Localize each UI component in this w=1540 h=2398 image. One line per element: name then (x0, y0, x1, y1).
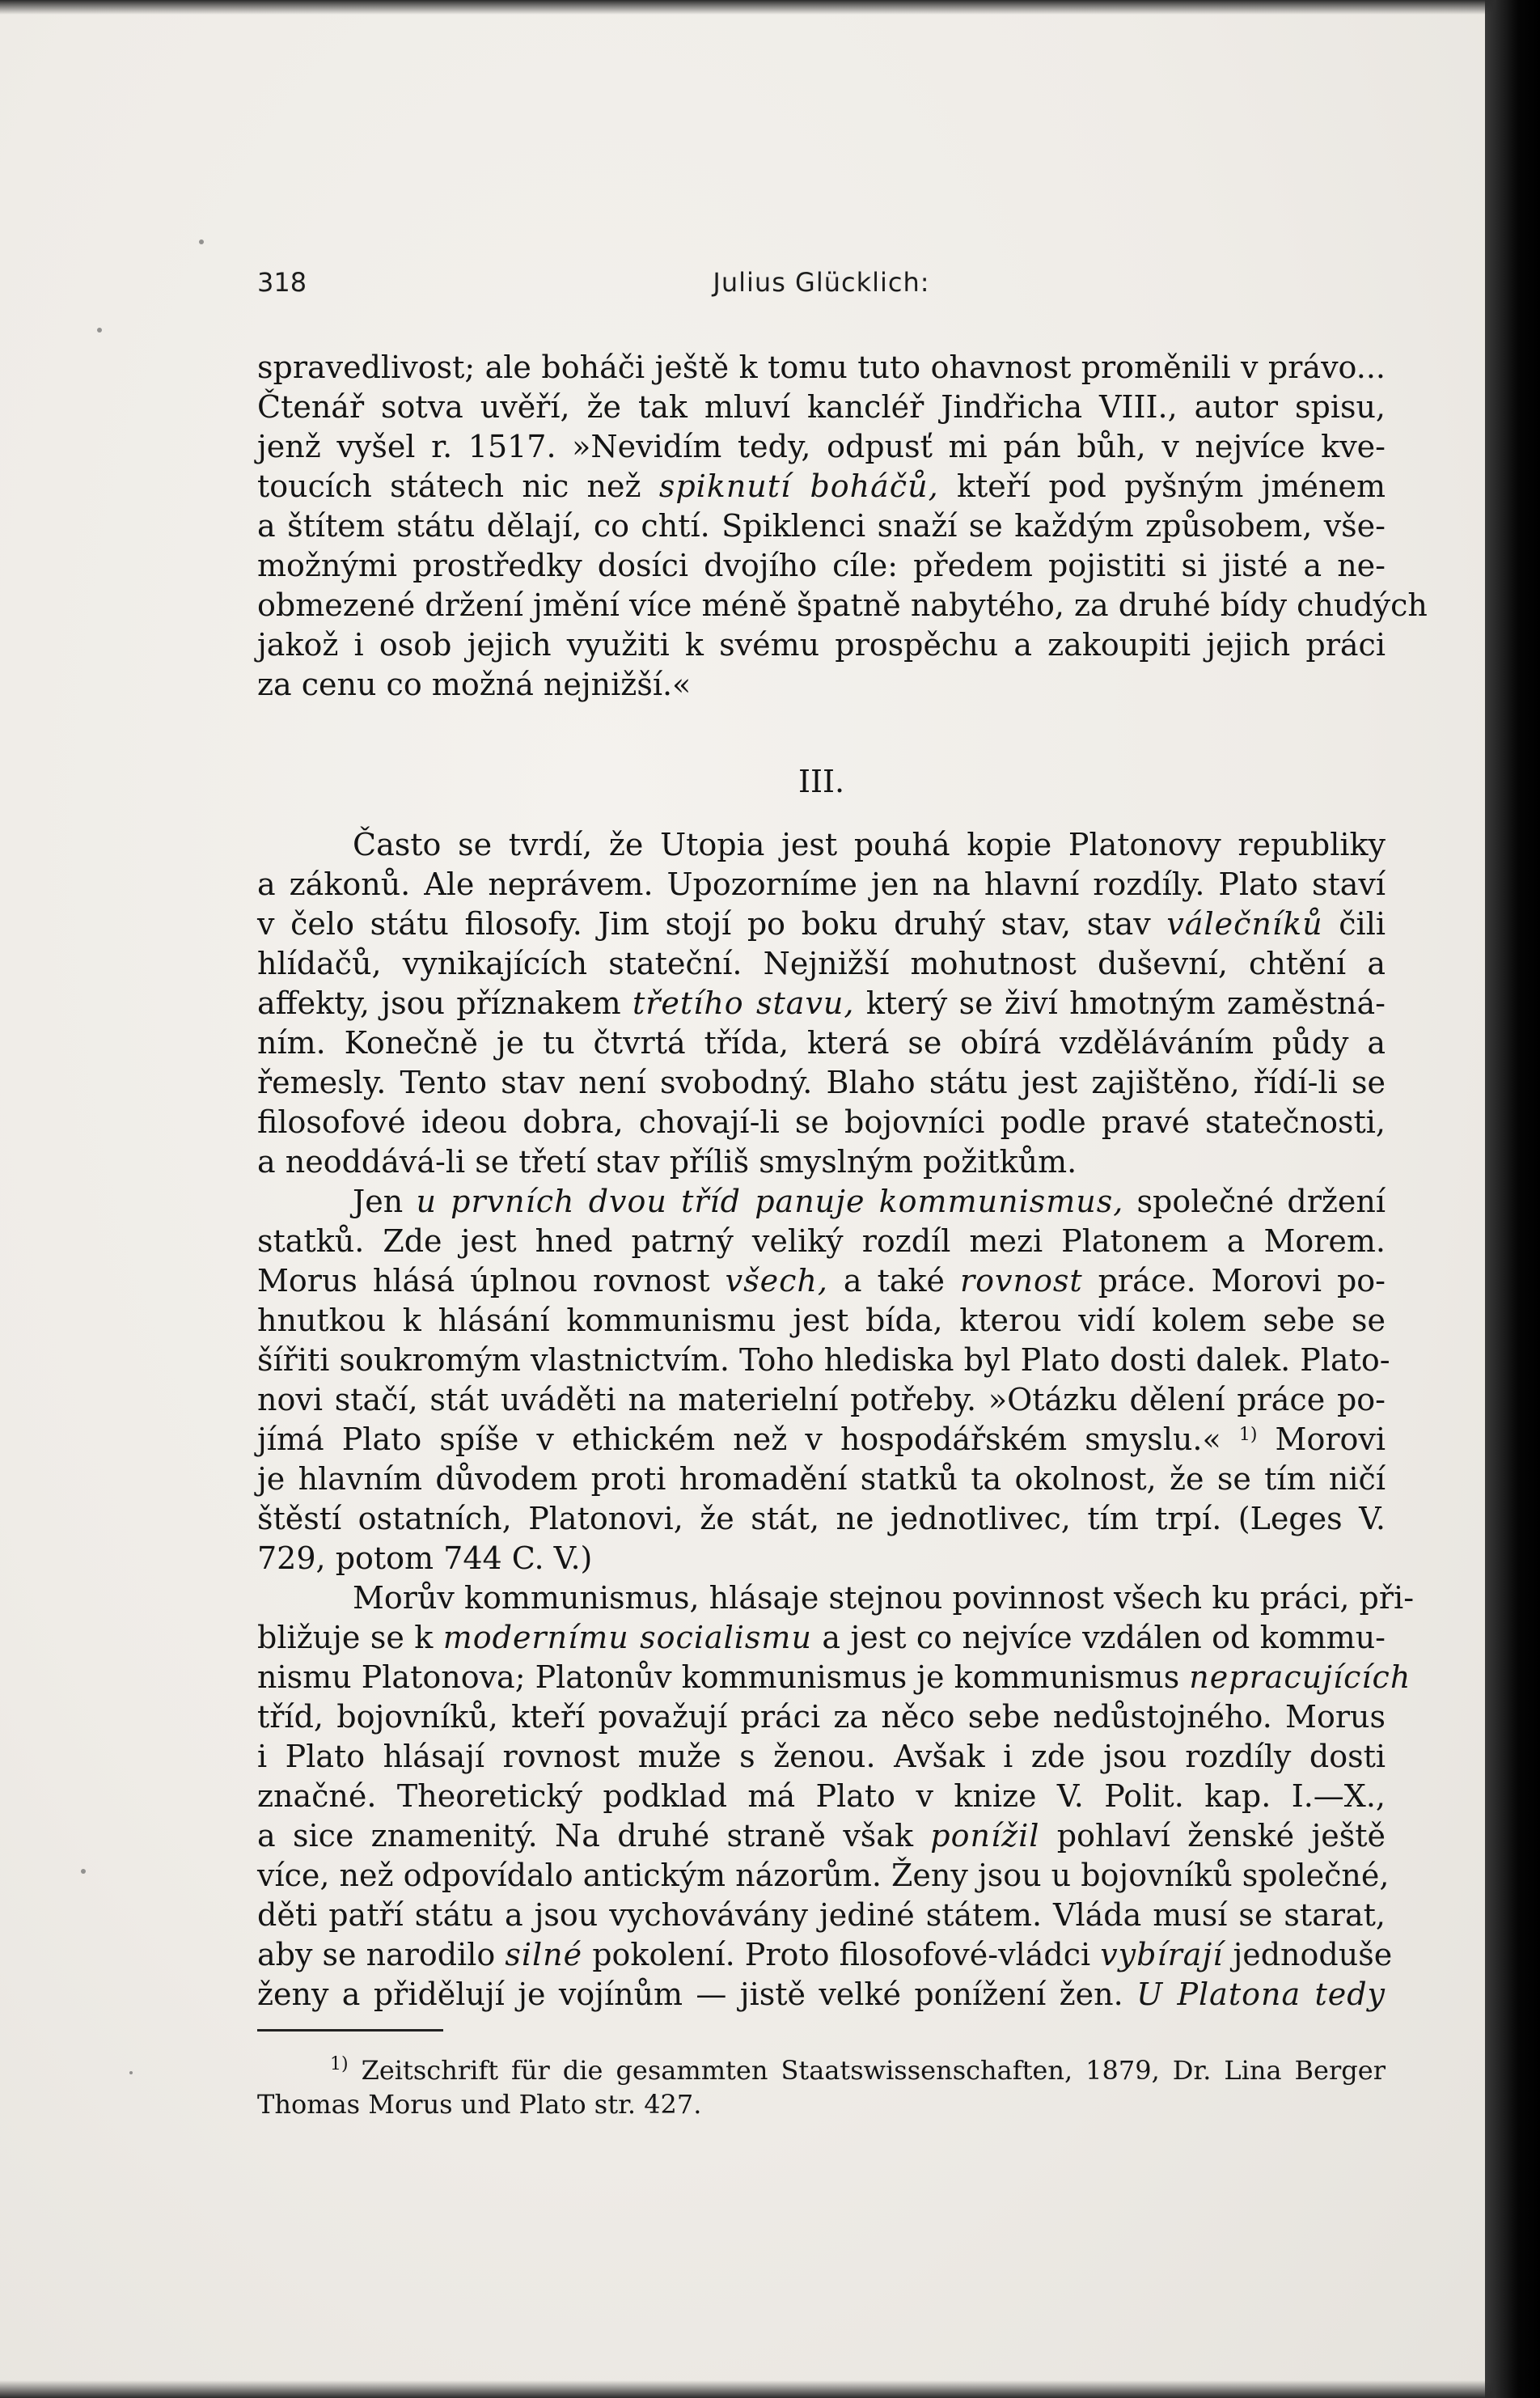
emphasis: u prvních dvou tříd panuje kommunismus, (416, 1184, 1124, 1219)
text-line: je hlavním důvodem proti hromadění statků ta okolnost, že se tím ničí (257, 1461, 1386, 1497)
text-line: značné. Theoretický podklad má Plato v knize V. Polit. kap. I.—X., (257, 1778, 1386, 1814)
text-line: a štítem státu dělají, co chtí. Spiklenci snaží se každým způsobem, vše- (257, 508, 1386, 544)
emphasis: válečníků (1166, 906, 1323, 942)
text-line: filosofové ideou dobra, chovají-li se bojovníci podle pravé statečnosti, (257, 1104, 1386, 1140)
emphasis: třetího stavu, (632, 985, 855, 1021)
footnote-line: Thomas Morus und Plato str. 427. (257, 2089, 702, 2120)
emphasis: U Platona tedy (1136, 1976, 1386, 2012)
emphasis: rovnost (959, 1263, 1083, 1299)
text-line: spravedlivost; ale boháči ještě k tomu tuto ohavnost proměnili v právo... (257, 350, 1386, 385)
emphasis: modernímu socialismu (442, 1620, 812, 1655)
page-number: 318 (257, 267, 307, 298)
emphasis: nepracujících (1189, 1659, 1411, 1695)
dust-speck (81, 1869, 86, 1874)
text-line: jenž vyšel r. 1517. »Nevidím tedy, odpusť mi pán bůh, v nejvíce kve- (257, 429, 1386, 464)
text-line: v čelo státu filosofy. Jim stojí po boku druhý stav, stav válečníků čili (257, 906, 1386, 942)
footnote-rule (257, 2029, 443, 2032)
text-line: a neoddává-li se třetí stav příliš smyslným požitkům. (257, 1144, 1077, 1180)
text-line: hlídačů, vynikajících stateční. Nejnižší mohutnost duševní, chtění a (257, 946, 1386, 981)
text-line: jakož i osob jejich využiti k svému prospěchu a zakoupiti jejich práci (257, 627, 1386, 663)
text-line: obmezené držení jmění více méně špatně nabytého, za druhé bídy chudých (257, 587, 1428, 623)
emphasis: vybírají (1100, 1937, 1224, 1972)
footnote-reference: 1) (1238, 1425, 1258, 1445)
page-header (257, 267, 1386, 304)
text-line: affekty, jsou příznakem třetího stavu, který se živí hmotným zaměstná- (257, 985, 1386, 1021)
book-gutter-shadow (1485, 0, 1540, 2398)
text-line: nismu Platonova; Platonův kommunismus je kommunismus nepracujících (257, 1659, 1411, 1695)
text-line: možnými prostředky dosíci dvojího cíle: předem pojistiti si jisté a ne- (257, 548, 1386, 583)
dust-speck (97, 328, 102, 333)
footnote-marker: 1) (330, 2054, 349, 2074)
text-line: více, než odpovídalo antickým názorům. Ženy jsou u bojovníků společné, (257, 1858, 1390, 1893)
text-line: za cenu co možná nejnižší.« (257, 667, 692, 702)
text-line: bližuje se k modernímu socialismu a jest co nejvíce vzdálen od kommu- (257, 1620, 1386, 1655)
text-line: děti patří státu a jsou vychovávány jediné státem. Vláda musí se starat, (257, 1897, 1386, 1933)
text-line: novi stačí, stát uváděti na materielní potřeby. »Otázku dělení práce po- (257, 1382, 1386, 1417)
text-line: Morus hlásá úplnou rovnost všech, a také rovnost práce. Morovi po- (257, 1263, 1386, 1299)
text-line: tříd, bojovníků, kteří považují práci za něco sebe nedůstojného. Morus (257, 1699, 1386, 1735)
running-head: Julius Glücklich: (713, 267, 930, 298)
text-line: Jen u prvních dvou tříd panuje kommunismus, společné držení (353, 1184, 1386, 1219)
text-line: jímá Plato spíše v ethickém než v hospodářském smyslu.« $^{1)}$ Morovi (257, 1421, 1386, 1457)
text-line: i Plato hlásají rovnost muže s ženou. Avšak i zde jsou rozdíly dosti (257, 1739, 1386, 1774)
emphasis: ponížil (930, 1818, 1040, 1854)
emphasis: všech, (725, 1263, 828, 1299)
text-line: štěstí ostatních, Platonovi, že stát, ne jednotlivec, tím trpí. (Leges V. (257, 1501, 1386, 1536)
text-line: a zákonů. Ale neprávem. Upozorníme jen na hlavní rozdíly. Plato staví (257, 866, 1386, 902)
footnote-line: $^{1)}$ Zeitschrift für die gesammten Staatswissenschaften, 1879, Dr. Lina Berger (330, 2054, 1386, 2086)
section-heading: III. (798, 764, 845, 799)
text-line: Často se tvrdí, že Utopia jest pouhá kopie Platonovy republiky (353, 827, 1386, 862)
text-line: aby se narodilo silné pokolení. Proto filosofové-vládci vybírají jednoduše (257, 1937, 1393, 1972)
text-line: statků. Zde jest hned patrný veliký rozdíl mezi Platonem a Morem. (257, 1223, 1386, 1259)
text-line: ním. Konečně je tu čtvrtá třída, která se obírá vzděláváním půdy a (257, 1025, 1386, 1061)
text-line: Morův kommunismus, hlásaje stejnou povinnost všech ku práci, při- (353, 1580, 1415, 1616)
emphasis: spiknutí boháčů, (658, 468, 939, 504)
text-line: hnutkou k hlásání kommunismu jest bída, kterou vidí kolem sebe se (257, 1303, 1386, 1338)
text-line: 729, potom 744 C. V.) (257, 1540, 593, 1576)
text-line: šířiti soukromým vlastnictvím. Toho hlediska byl Plato dosti dalek. Plato- (257, 1342, 1390, 1378)
scan-top-edge (0, 0, 1496, 15)
dust-speck (199, 239, 204, 244)
text-line: řemesly. Tento stav není svobodný. Blaho státu jest zajištěno, řídí-li se (257, 1065, 1386, 1100)
text-line: toucích státech nic než spiknutí boháčů, kteří pod pyšným jménem (257, 468, 1386, 504)
emphasis: silné (505, 1937, 583, 1972)
text-line: ženy a přidělují je vojínům — jistě velké ponížení žen. U Platona tedy (257, 1976, 1386, 2012)
text-line: Čtenář sotva uvěří, že tak mluví kancléř Jindřicha VIII., autor spisu, (257, 389, 1386, 425)
text-line: a sice znamenitý. Na druhé straně však ponížil pohlaví ženské ještě (257, 1818, 1386, 1854)
scan-bottom-edge (0, 2380, 1496, 2398)
dust-speck (129, 2071, 133, 2074)
